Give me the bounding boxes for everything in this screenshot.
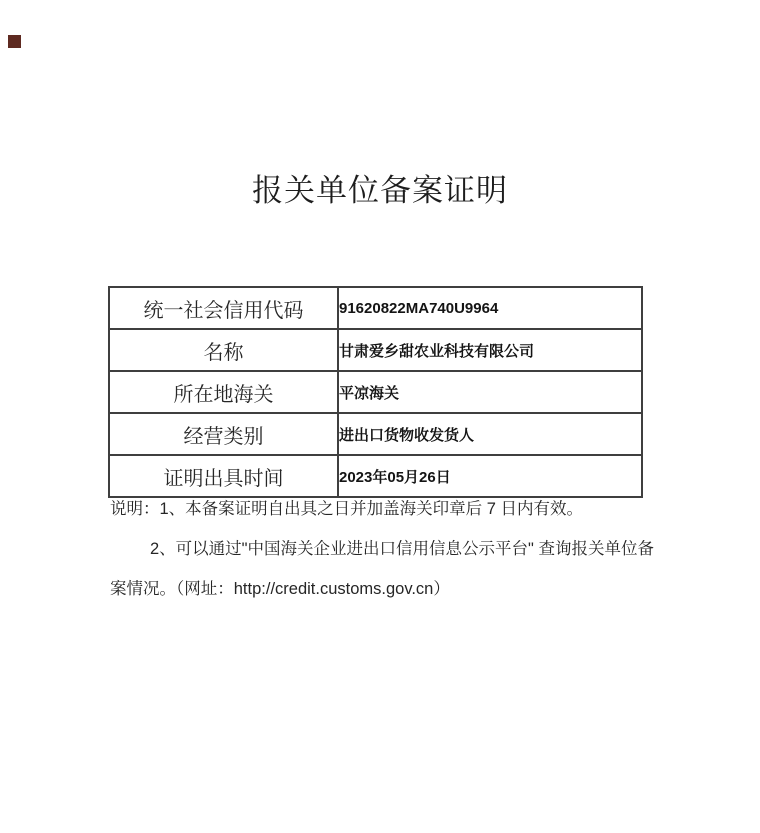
row-label-customs-location: 所在地海关 xyxy=(109,371,338,413)
note-line-1: 说明：1、本备案证明自出具之日并加盖海关印章后 7 日内有效。 xyxy=(110,500,584,518)
row-label-name: 名称 xyxy=(109,329,338,371)
row-value-credit-code: 91620822MA740U9964 xyxy=(338,287,642,329)
notes-section xyxy=(110,489,658,609)
row-label-credit-code: 统一社会信用代码 xyxy=(109,287,338,329)
corner-mark xyxy=(8,35,21,48)
row-value-name: 甘肃爱乡甜农业科技有限公司 xyxy=(338,329,642,371)
table-row xyxy=(109,287,642,329)
page-title: 报关单位备案证明 xyxy=(252,173,508,208)
row-value-customs-location: 平凉海关 xyxy=(338,371,642,413)
row-label-issue-date: 证明出具时间 xyxy=(109,455,338,497)
certificate-table xyxy=(108,286,643,498)
note-line-2: 2、可以通过"中国海关企业进出口信用信息公示平台" 查询报关单位备案情况。（网址：http://credit.customs.gov.cn） xyxy=(110,540,654,598)
table-row xyxy=(109,371,642,413)
row-value-business-category: 进出口货物收发货人 xyxy=(338,413,642,455)
row-label-business-category: 经营类别 xyxy=(109,413,338,455)
table-row xyxy=(109,329,642,371)
table-row xyxy=(109,413,642,455)
row-value-issue-date: 2023年05月26日 xyxy=(338,455,642,497)
